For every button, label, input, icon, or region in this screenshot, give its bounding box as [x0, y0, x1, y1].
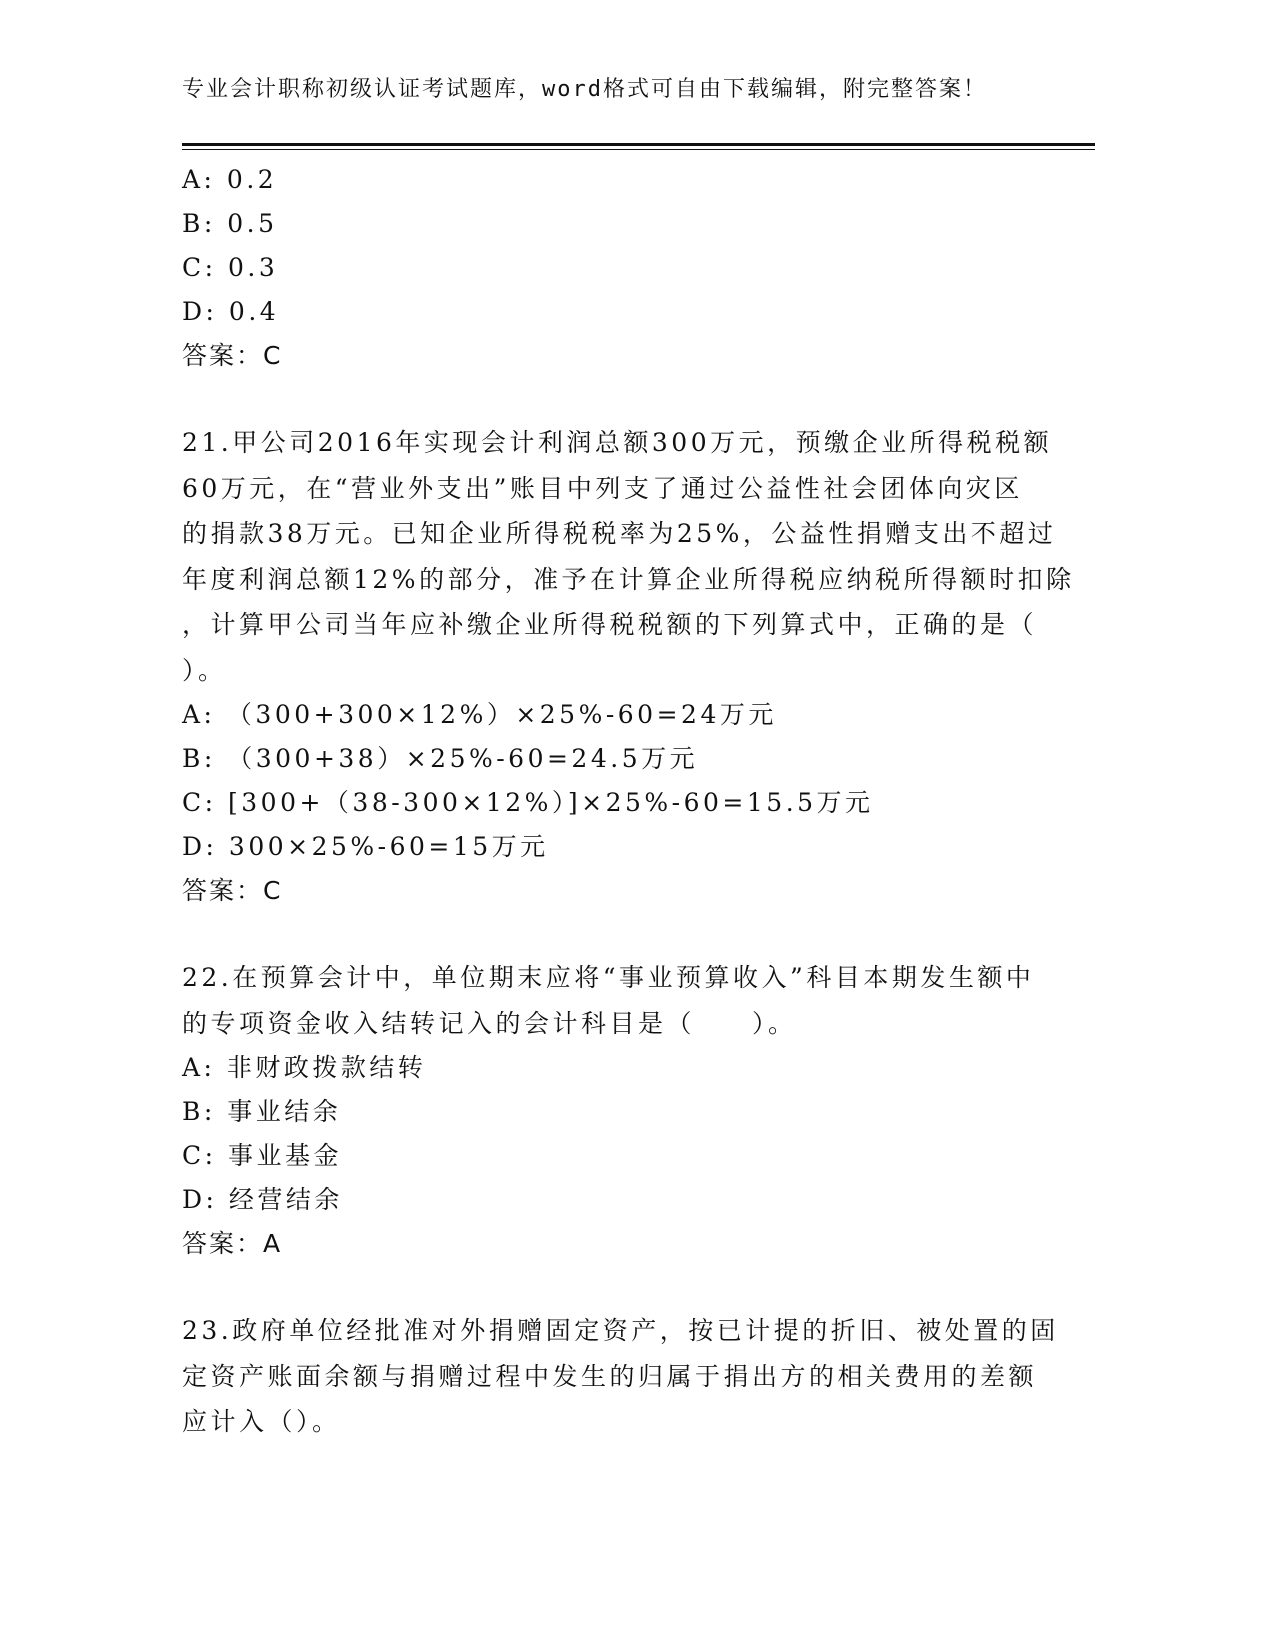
- block-spacer: [182, 378, 1062, 420]
- answer-line: 答案：C: [182, 341, 283, 370]
- question-line: ）。: [182, 655, 227, 685]
- options-list: [182, 1046, 1062, 1222]
- option-a: A: 非财政拨款结转: [182, 1053, 427, 1082]
- question-line: 22.在预算会计中，单位期末应将“事业预算收入”科目本期发生额中: [182, 963, 1035, 992]
- question-line: 定资产账面余额与捐赠过程中发生的归属于捐出方的相关费用的差额: [182, 1361, 1038, 1391]
- question-block-22: [182, 955, 1062, 1266]
- answer-line: 答案：C: [182, 876, 283, 905]
- question-content: [182, 158, 1075, 1445]
- option-b: B: 0.5: [182, 209, 278, 238]
- option-c: C: 事业基金: [182, 1141, 342, 1170]
- question-text: [182, 420, 1075, 693]
- question-line: 21.甲公司2016年实现会计利润总额300万元，预缴企业所得税税额: [182, 428, 1053, 457]
- option-a: A: 0.2: [182, 165, 278, 194]
- answer-line: 答案：A: [182, 1229, 283, 1258]
- option-b: B: （300+38）×25%-60=24.5万元: [182, 744, 699, 773]
- option-a: A: （300+300×12%）×25%-60=24万元: [182, 700, 777, 729]
- question-block-20: [182, 158, 1062, 378]
- question-line: ，计算甲公司当年应补缴企业所得税税额的下列算式中，正确的是（: [182, 610, 1038, 639]
- option-b: B: 事业结余: [182, 1097, 342, 1126]
- option-d: D: 300×25%-60=15万元: [182, 832, 549, 861]
- option-c: C: [300+（38-300×12%）]×25%-60=15.5万元: [182, 788, 874, 817]
- header-rule-thin: [182, 149, 1095, 150]
- question-block-21: [182, 420, 1075, 913]
- question-line: 23.政府单位经批准对外捐赠固定资产，按已计提的折旧、被处置的固: [182, 1316, 1059, 1345]
- page-header: 专业会计职称初级认证考试题库，word格式可自由下载编辑，附完整答案！: [182, 77, 987, 102]
- question-block-23: [182, 1308, 1062, 1445]
- question-line: 的专项资金收入结转记入的会计科目是（ ）。: [182, 1008, 797, 1038]
- option-d: D: 经营结余: [182, 1185, 343, 1214]
- block-spacer: [182, 913, 1062, 955]
- question-line: 60万元，在“营业外支出”账目中列支了通过公益性社会团体向灾区: [182, 473, 1023, 503]
- header-rule-thick: [182, 143, 1095, 146]
- question-line: 应计入（）。: [182, 1407, 341, 1436]
- question-text: [182, 1308, 1062, 1445]
- option-c: C: 0.3: [182, 253, 279, 282]
- question-line: 年度利润总额12%的部分，准予在计算企业所得税应纳税所得额时扣除: [182, 564, 1075, 594]
- options-list: [182, 158, 1062, 334]
- question-line: 的捐款38万元。已知企业所得税税率为25%，公益性捐赠支出不超过: [182, 519, 1057, 548]
- question-text: [182, 955, 1062, 1046]
- option-d: D: 0.4: [182, 297, 280, 326]
- options-list: [182, 693, 1062, 869]
- block-spacer: [182, 1266, 1062, 1308]
